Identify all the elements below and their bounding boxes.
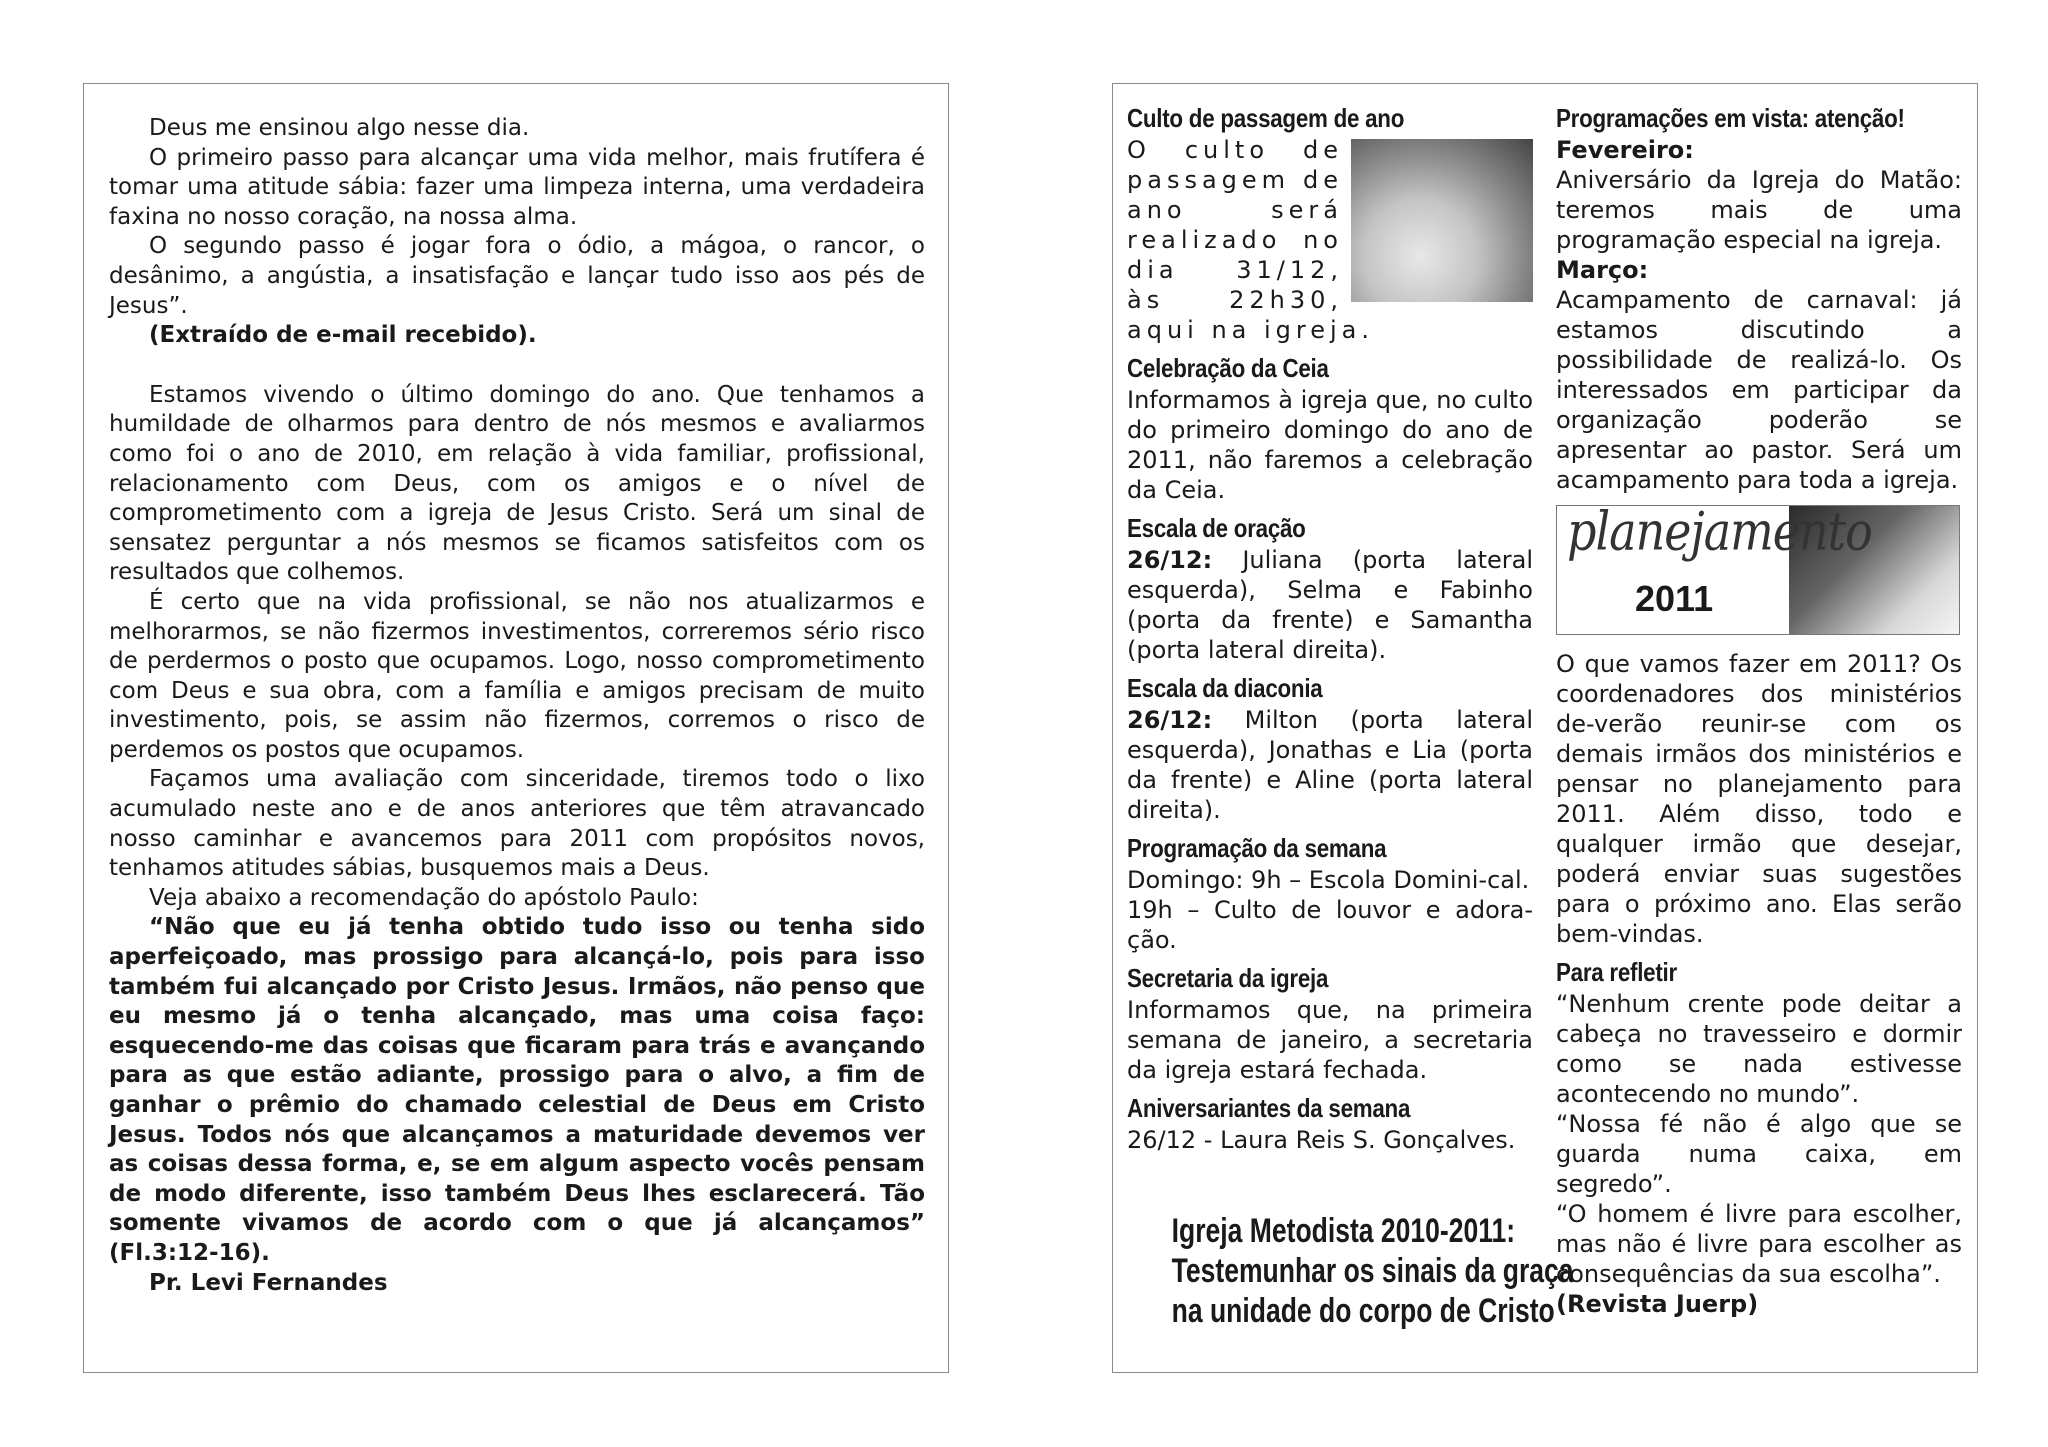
section-title: Programação da semana [1127,833,1387,863]
planning-year: 2011 [1635,578,1714,619]
source-note: (Extraído de e-mail recebido). [149,322,537,349]
section-text: Informamos à igreja que, no culto do primeiro domingo do ano de 2011, não faremos a celebração da Ceia. [1127,386,1533,504]
programs-column [1556,101,1962,1319]
reflection-quote: “O homem é livre para escolher, mas não é livre para escolher as consequências da sua escolha”. [1556,1200,1962,1288]
left-text [109,114,925,1298]
schedule-text: Juliana (porta lateral esquerda), Selma e Fabinho (porta da frente) e Samantha (porta lateral direita). [1127,546,1533,664]
theme-line: Igreja Metodista 2010-2011: [1171,1212,1516,1250]
section-title: Escala da diaconia [1127,673,1323,703]
planning-banner-text [1557,499,1872,634]
paragraph: O primeiro passo para alcançar uma vida melhor, mais frutífera é tomar uma atitude sábia: fazer uma limpeza interna, uma verdadeira faxina no nosso coração, na nossa alma. [109,144,925,230]
announcements-column [1127,101,1574,1331]
section-text: Informamos que, na primeira semana de janeiro, a secretaria da igreja estará fechada. [1127,996,1533,1084]
section-text: O culto de passagem de ano será realizado no dia 31/12, às 22h30, aqui na igreja. [1127,136,1375,344]
date-label: 26/12: [1127,706,1213,734]
month-label: Fevereiro: [1556,136,1694,164]
theme-line: Testemunhar os sinais da graça [1171,1252,1574,1290]
section-title: Programações em vista: atenção! [1556,103,1905,133]
section-title: Aniversariantes da semana [1127,1093,1411,1123]
section-title: Secretaria da igreja [1127,963,1329,993]
reflection-quote: “Nossa fé não é algo que se guarda numa caixa, em segredo”. [1556,1110,1962,1198]
quote-source: (Revista Juerp) [1556,1290,1759,1318]
bible-quote: “Não que eu já tenha obtido tudo isso ou tenha sido aperfeiçoado, mas prossigo para alcançá-lo, pois para isso também fui alcançado por Cristo Jesus. Irmãos, não penso que eu mesmo já o tenha alcançado, mas uma coisa faço: esquecendo-me das coisas que ficaram para trás e avançando para as que estão adiante, prossigo para o alvo, a fim de ganhar o prêmio do chamado celestial de Deus em Cristo Jesus. Todos nós que alcançamos a maturidade devemos ver as coisas dessa forma, e, se em algum aspecto vocês pensam de modo diferente, isso também Deus lhes esclarecerá. Tão somente vivamos de acordo com o que já alcançamos” (Fl.3:12-16). [109,914,925,1266]
section-text: 19h – Culto de louvor e adora-ção. [1127,896,1533,954]
schedule-text: Milton (porta lateral esquerda), Jonathas e Lia (porta da frente) e Aline (porta lateral direita). [1127,706,1533,824]
clock-image [1351,139,1533,302]
planning-word: planejamento [1567,499,1872,563]
paragraph: O segundo passo é jogar fora o ódio, a mágoa, o rancor, o desânimo, a angústia, a insatisfação e lançar tudo isso aos pés de Jesus”. [109,233,925,319]
planning-banner [1556,499,1960,635]
section-text: 26/12 - Laura Reis S. Gonçalves. [1127,1126,1516,1154]
section-text [1127,705,1533,825]
paragraph: Deus me ensinou algo nesse dia. [149,115,530,141]
month-label: Março: [1556,256,1649,284]
section-text [1127,545,1533,665]
theme-line: na unidade do corpo de Cristo [1171,1292,1555,1330]
date-label: 26/12: [1127,546,1213,574]
reflection-quote: “Nenhum crente pode deitar a cabeça no travesseiro e dormir como se nada estivesse acontecendo no mundo”. [1556,990,1962,1108]
section-text: Domingo: 9h – Escola Domini-cal. [1127,866,1530,894]
paragraph: É certo que na vida profissional, se não nos atualizarmos e melhorarmos, se não fizermos investimentos, correremos sério risco de perdermos o posto que ocupamos. Logo, nosso comprometimento com Deus e sua obra, com a família e amigos precisam de muito investimento, pois, se assim não fizermos, corremos o risco de perdemos os postos que ocupamos. [109,588,925,763]
section-title: Escala de oração [1127,513,1306,543]
section-text: Acampamento de carnaval: já estamos discutindo a possibilidade de realizá-lo. Os interessados em participar da organização poderão se apresentar ao pastor. Será um acampamento para toda a igreja. [1556,286,1962,494]
signature: Pr. Levi Fernandes [149,1269,388,1296]
church-theme [1171,1211,1574,1331]
left-page [83,83,949,1373]
section-title: Para refletir [1556,957,1677,987]
paragraph: Estamos vivendo o último domingo do ano. Que tenhamos a humildade de olharmos para dentro de nós mesmos e avaliarmos como foi o ano de 2010, em relação à vida familiar, profissional, relacionamento com Deus, com os amigos e o nível de comprometimento com a igreja de Jesus Cristo. Será um sinal de sensatez perguntar a nós mesmos se ficamos satisfeitos com os resultados que colhemos. [109,381,925,586]
right-page [1112,83,1978,1373]
section-title: Culto de passagem de ano [1127,103,1405,133]
section-text: Aniversário da Igreja do Matão: teremos mais de uma programação especial na igreja. [1556,166,1962,254]
section-text: O que vamos fazer em 2011? Os coordenadores dos ministérios de-verão reunir-se com os demais irmãos dos ministérios e pensar no planejamento para 2011. Além disso, todo e qualquer irmão que desejar, poderá enviar suas sugestões para o próximo ano. Elas serão bem-vindas. [1556,650,1962,948]
paragraph: Façamos uma avaliação com sinceridade, tiremos todo o lixo acumulado neste ano e de anos anteriores que têm atravancado nosso caminhar e avancemos para 2011 com propósitos novos, tenhamos atitudes sábias, busquemos mais a Deus. [109,766,925,882]
section-title: Celebração da Ceia [1127,353,1329,383]
paragraph: Veja abaixo a recomendação do apóstolo Paulo: [149,884,699,911]
